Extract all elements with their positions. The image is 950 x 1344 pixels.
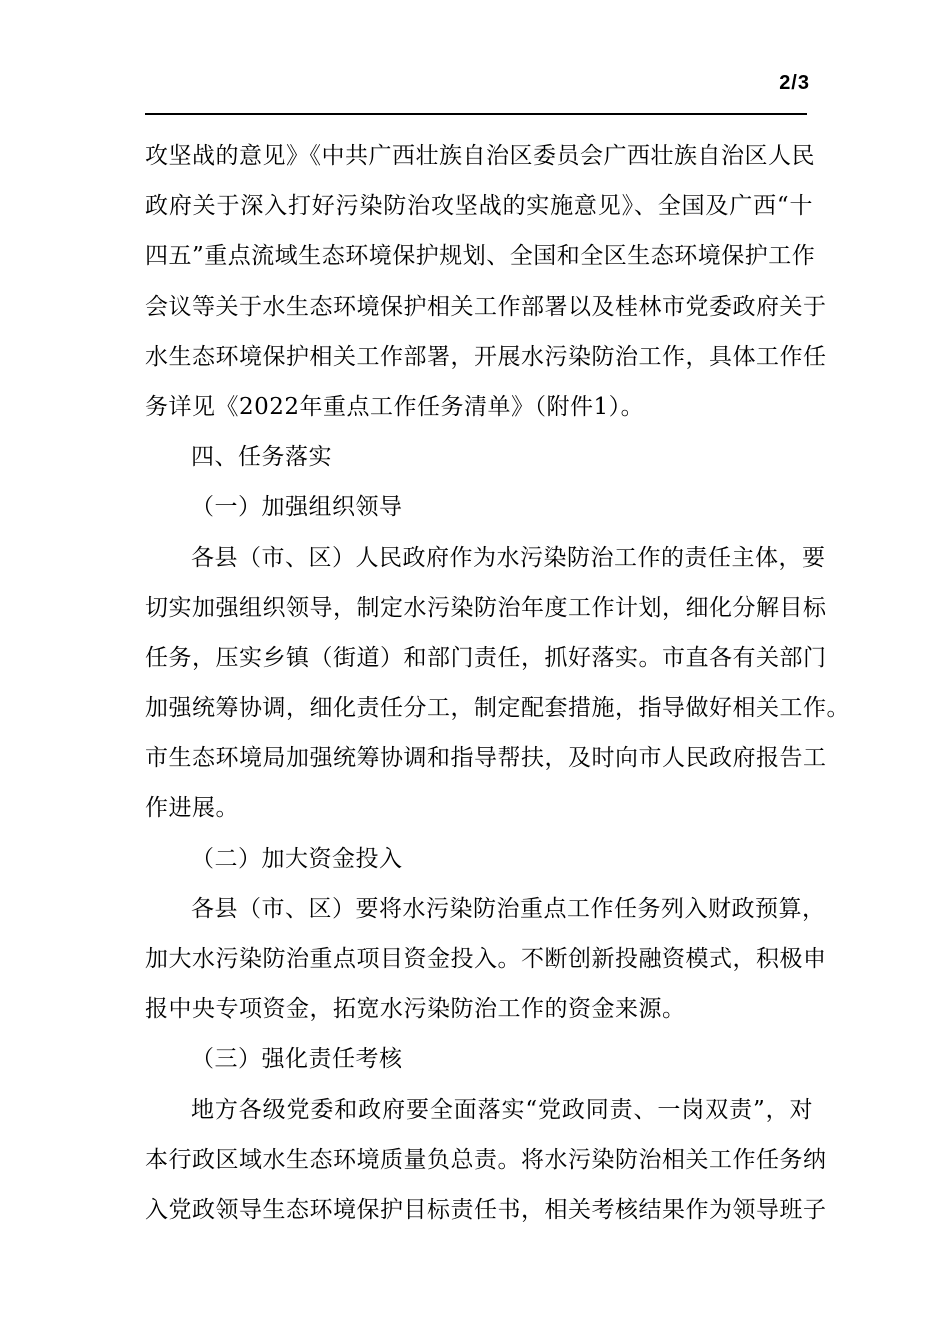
body-line: 切实加强组织领导，制定水污染防治年度工作计划，细化分解目标 [145, 594, 827, 621]
body-line: 报中央专项资金，拓宽水污染防治工作的资金来源。 [145, 996, 686, 1023]
body-line: 攻坚战的意见》《中共广西壮族自治区委员会广西壮族自治区人民 [145, 143, 815, 169]
body-line: 本行政区域水生态环境质量负总责。将水污染防治相关工作任务纳 [145, 1146, 827, 1173]
header-divider [145, 113, 807, 115]
body-line: 任务，压实乡镇（街道）和部门责任，抓好落实。市直各有关部门 [145, 644, 827, 671]
body-line: 水生态环境保护相关工作部署，开展水污染防治工作，具体工作任 [145, 343, 827, 370]
body-line: 各县（市、区）人民政府作为水污染防治工作的责任主体，要 [191, 544, 826, 571]
body-line: 各县（市、区）要将水污染防治重点工作任务列入财政预算， [191, 895, 826, 922]
body-line: 加强统筹协调，细化责任分工，制定配套措施，指导做好相关工作。 [145, 695, 850, 722]
body-line: 入党政领导生态环境保护目标责任书，相关考核结果作为领导班子 [145, 1196, 827, 1223]
subsection-heading: （一）加强组织领导 [191, 494, 403, 521]
body-line: 政府关于深入打好污染防治攻坚战的实施意见》、全国及广西“十 [145, 193, 813, 220]
body-line: 务详见《2022年重点工作任务清单》（附件1）。 [145, 393, 645, 420]
body-line: 地方各级党委和政府要全面落实“党政同责、一岗双责”，对 [191, 1096, 813, 1123]
page-number: 2/3 [779, 72, 810, 94]
body-line: 加大水污染防治重点项目资金投入。不断创新投融资模式，积极申 [145, 946, 827, 972]
subsection-heading: （三）强化责任考核 [191, 1046, 403, 1073]
document-body [145, 131, 850, 1235]
body-line: 四五”重点流域生态环境保护规划、全国和全区生态环境保护工作 [145, 243, 816, 270]
body-line: 市生态环境局加强统筹协调和指导帮扶，及时向市人民政府报告工 [145, 745, 827, 772]
subsection-heading: （二）加大资金投入 [191, 845, 403, 872]
body-line: 作进展。 [145, 795, 239, 822]
section-heading: 四、任务落实 [191, 444, 332, 471]
body-line: 会议等关于水生态环境保护相关工作部署以及桂林市党委政府关于 [145, 293, 827, 320]
